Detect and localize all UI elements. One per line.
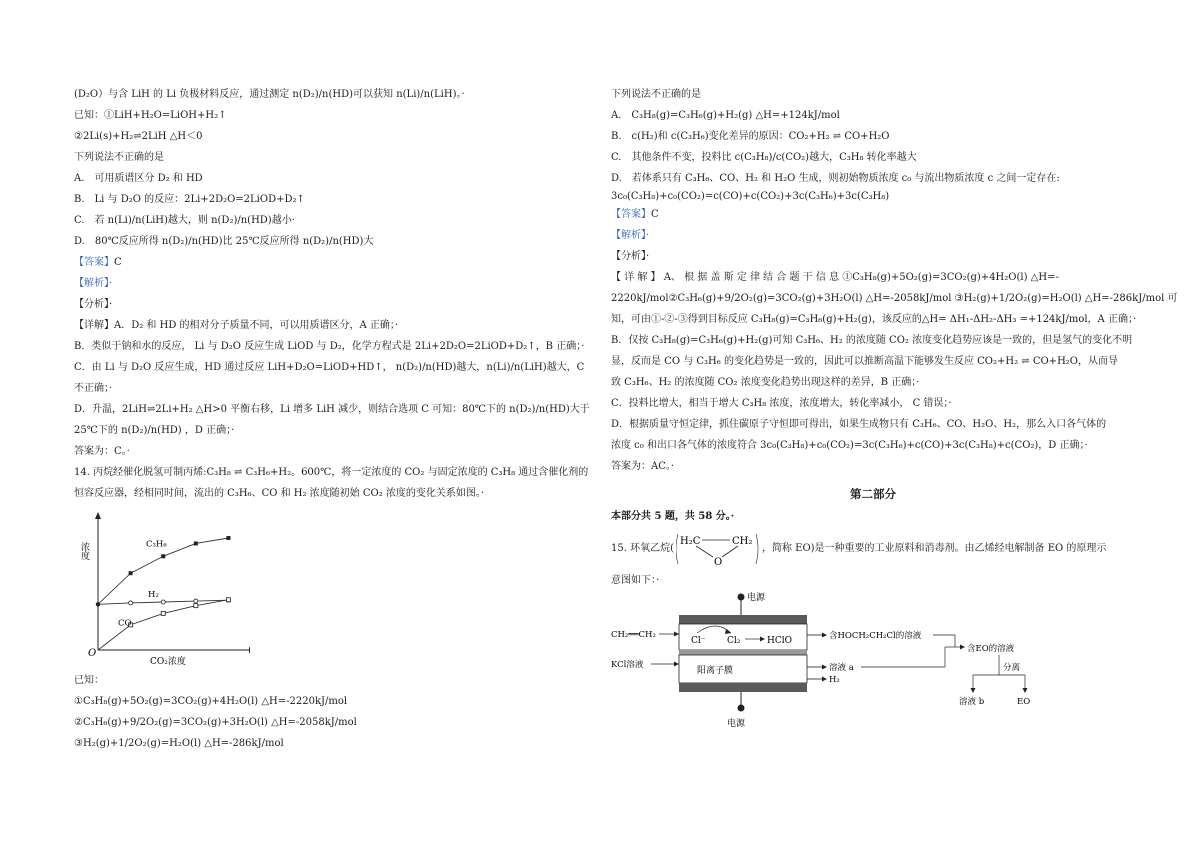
right-prompt: 下列说法不正确的是 [611,89,701,100]
right-detail-b-1: B．仅按 C₃H₈(g)=C₃H₆(g)+H₂(g)可知 C₃H₆、H₂ 的浓度随 CO₂ 浓度变化趋势应该是一致的，但是氢气的变化不明 [611,335,1133,346]
detail-d-1: D．升温，2LiH⇌2Li+H₂ △H>0 平衡右移，Li 增多 LiH 减少，则结合选项 C 可知：80℃下的 n(D₂)/n(HD)大于 [74,404,590,415]
part-two-subheading: 本部分共 5 题，共 58 分。· [611,511,735,522]
detail-b: B．类似于钠和水的反应， Li 与 D₂O 反应生成 LiOD 与 D₂，化学方程式是 2Li+2D₂O=2LiOD+D₂↑，B 正确；· [74,341,585,352]
chart-svg [80,508,250,668]
membrane-label: 阳离子膜 [697,666,734,676]
right-detail-a-2: 2220kJ/mol②C₃H₆(g)+9/2O₂(g)=3CO₂(g)+3H₂O(l) △H=-2058kJ/mol ③H₂(g)+1/2O₂(g)=H₂O(l) △H=-286kJ/mol 可 [611,293,1178,304]
y-axis-arrow [95,512,101,519]
right-option-b: B. c(H₂)和 c(C₃H₆)变化差异的原因：CO₂+H₂ ⇌ CO+H₂O [611,131,890,142]
q14-line-1: 14. 丙烷经催化脱氢可制丙烯:C₃H₈ ⇌ C₃H₆+H₂。600℃，将一定浓度的 CO₂ 与固定浓度的 C₃H₈ 通过含催化剂的 [74,467,589,478]
q15-suffix: ，简称 EO)是一种重要的工业原料和消毒剂。由乙烯经电解制备 EO 的原理示 [761,543,1107,554]
known-eq-2: ②2Li(s)+H₂⇌2LiH △H＜0 [74,131,203,142]
origin-label: O [88,648,97,659]
part-two-heading: 第二部分 [850,487,896,501]
right-column [611,88,1178,743]
hclo-label: HClO [767,636,792,646]
series-point [161,611,165,615]
right-detail-d-1: D．根据质量守恒定律，抓住碳原子守恒即可得出，如果生成物只有 C₃H₆、CO、H₂O、H₂，那么入口各气体的 [611,419,1107,430]
detail-d-2: 25℃下的 n(D₂)/n(HD) ，D 正确；· [74,425,235,436]
known-eq-1: 已知：①LiH+H₂O=LiOH+H₂↑ [74,110,227,121]
option-d: D. 80℃反应所得 n(D₂)/n(HD)比 25℃反应所得 n(D₂)/n(HD)大 [74,236,374,247]
right-answer-summary: 答案为：AC。· [611,461,675,472]
series-point [194,604,198,608]
series-point [129,571,133,575]
option-c: C. 若 n(Li)/n(LiH)越大，则 n(D₂)/n(HD)越小· [74,215,295,226]
chlorohydrin-solution-label: 含HOCH₂CH₂Cl的溶液 [829,631,922,641]
right-option-c: C. 其他条件不变，投料比 c(C₃H₈)/c(CO₂)越大，C₃H₈ 转化率越大 [611,152,917,163]
known-reaction-2: ②C₃H₆(g)+9/2O₂(g)=3CO₂(g)+3H₂O(l) △H=-2058kJ/mol [74,717,357,728]
q14-line-2: 恒容反应器，经相同时间，流出的 C₃H₆、CO 和 H₂ 浓度随初始 CO₂ 浓度的变化关系如图。· [74,488,485,499]
right-option-d-1: D. 若体系只有 C₃H₆、CO、H₂ 和 H₂O 生成，则初始物质浓度 c₀ 与流出物质浓度 c 之间一定存在: [611,173,1060,184]
series-point [226,536,230,540]
x-axis-arrow [249,647,250,653]
known-reaction-1: ①C₃H₈(g)+5O₂(g)=3CO₂(g)+4H₂O(l) △H=-2220kJ/mol [74,696,348,707]
chlorine-label: Cl₂ [727,636,741,646]
known-label: 已知： [74,675,104,686]
electrolysis-diagram [611,591,1051,739]
right-detail-b-2: 显，反而是 CO 与 C₃H₆ 的变化趋势是一致的，因此可以推断高温下能够发生反应 CO₂+H₂ ⇌ CO+H₂O，从而导 [611,356,1118,367]
known-reaction-3: ③H₂(g)+1/2O₂(g)=H₂O(l) △H=-286kJ/mol [74,738,284,749]
option-b: B. Li 与 D₂O 的反应：2Li+2D₂O=2LiOD+D₂↑ [74,194,305,205]
answer-label: 【答案】 [74,257,114,268]
answer-summary: 答案为：C。· [74,446,130,457]
analysis-label: 【解析】· [74,278,113,289]
right-detail-b-3: 致 C₃H₆、H₂ 的浓度随 CO₂ 浓度变化趋势出现这样的差异，B 正确；· [611,377,920,388]
q15-line-2: 意图如下：· [611,575,660,586]
bottom-terminal [738,705,745,712]
x-axis-label: CO₂浓度 [150,657,186,667]
detail-c-2: 不正确；· [74,383,113,394]
q15-prefix: 15. 环氧乙烷( [611,543,674,554]
series-point [194,541,198,545]
answer-value: C [114,257,122,268]
epoxide-oxygen: O [713,557,723,566]
right-answer-label: 【答案】 [611,209,651,220]
q15-line-1 [611,531,1135,567]
right-analysis-label: 【解析】· [611,230,650,241]
right-fenxi-label: 【分析】· [611,251,650,262]
cation-membrane [679,650,807,655]
series-point [226,598,230,602]
ethylene-label: CH₂══CH₂ [611,630,656,640]
right-detail-a-1: 【 详 解 】 A、 根 据 盖 斯 定 律 结 合 题 干 信 息 ①C₃H₈(g)+5O₂(g)=3CO₂(g)+4H₂O(l) △H=- [611,272,1059,283]
y-axis-label: 浓度 [80,542,89,560]
answer-line [74,256,594,270]
question-prompt: 下列说法不正确的是 [74,152,164,163]
right-detail-d-2: 浓度 c₀ 和出口各气体的浓度符合 3c₀(C₃H₈)+c₀(CO₂)=3c(C₃H₆)+c(CO)+3c(C₃H₈)+c(CO₂)，D 正确；· [611,440,1088,451]
left-intro-line: (D₂O）与含 LiH 的 Li 负极材料反应，通过测定 n(D₂)/n(HD)可以获知 n(Li)/n(LiH)。· [74,89,465,100]
series-label-0: C₃H₆ [146,539,167,550]
series-point [194,599,198,603]
right-detail-c: C．投料比增大，相当于增大 C₃H₈ 浓度，浓度增大，转化率减小， C 错误；· [611,398,952,409]
bottom-power-label: 电源 [727,719,746,729]
chloride-label: Cl⁻ [691,636,706,646]
separation-label: 分离 [1003,663,1021,673]
solution-a-label: 溶液 a [829,663,854,673]
top-terminal [738,594,745,601]
detail-c-1: C．由 Li 与 D₂O 反应生成，HD 通过反应 LiH+D₂O=LiOD+HD↑， n(D₂)/n(HD)越大，n(Li)/n(LiH)越大，C [74,362,585,373]
right-answer-value: C [651,209,659,220]
right-option-d-2: 3c₀(C₃H₈)+c₀(CO₂)=c(CO)+c(CO₂)+3c(C₃H₆)+3c(C₃H₈) [611,191,890,202]
fenxi-label: 【分析】· [74,299,113,310]
right-detail-a-3: 知，可由①-②-③得到目标反应 C₃H₈(g)=C₃H₆(g)+H₂(g)，该反应的△H= ΔH₁-ΔH₂-ΔH₃ =+124kJ/mol，A 正确；· [611,314,1137,325]
option-a: A. 可用质谱区分 D₂ 和 HD [74,173,203,184]
left-column [74,88,594,758]
top-electrode [679,615,807,624]
solution-b-label: 溶液 b [959,697,985,707]
series-point [96,602,100,606]
series-point [129,601,133,605]
concentration-chart [80,508,594,668]
epoxide-h2c-left: H₂C [679,536,701,547]
series-label-1: H₂ [148,590,159,600]
hydrogen-label: H₂ [829,675,840,685]
top-power-label: 电源 [747,593,766,603]
series-label-2: CO [118,618,132,629]
kcl-label: KCl溶液 [611,660,644,670]
eo-solution-label: 含EO的溶液 [967,644,1015,654]
series-point [161,600,165,604]
series-point [161,554,165,558]
epoxide-h2c-right: CH₂ [731,536,753,547]
detail-a: 【详解】A．D₂ 和 HD 的相对分子质量不同，可以用质谱区分，A 正确；· [74,320,399,331]
epoxide-structure [676,532,760,566]
right-answer-line [611,208,1135,222]
right-option-a: A. C₃H₈(g)=C₃H₆(g)+H₂(g) △H=+124kJ/mol [611,110,840,121]
eo-product-label: EO [1017,697,1031,707]
bottom-electrode [679,683,807,692]
